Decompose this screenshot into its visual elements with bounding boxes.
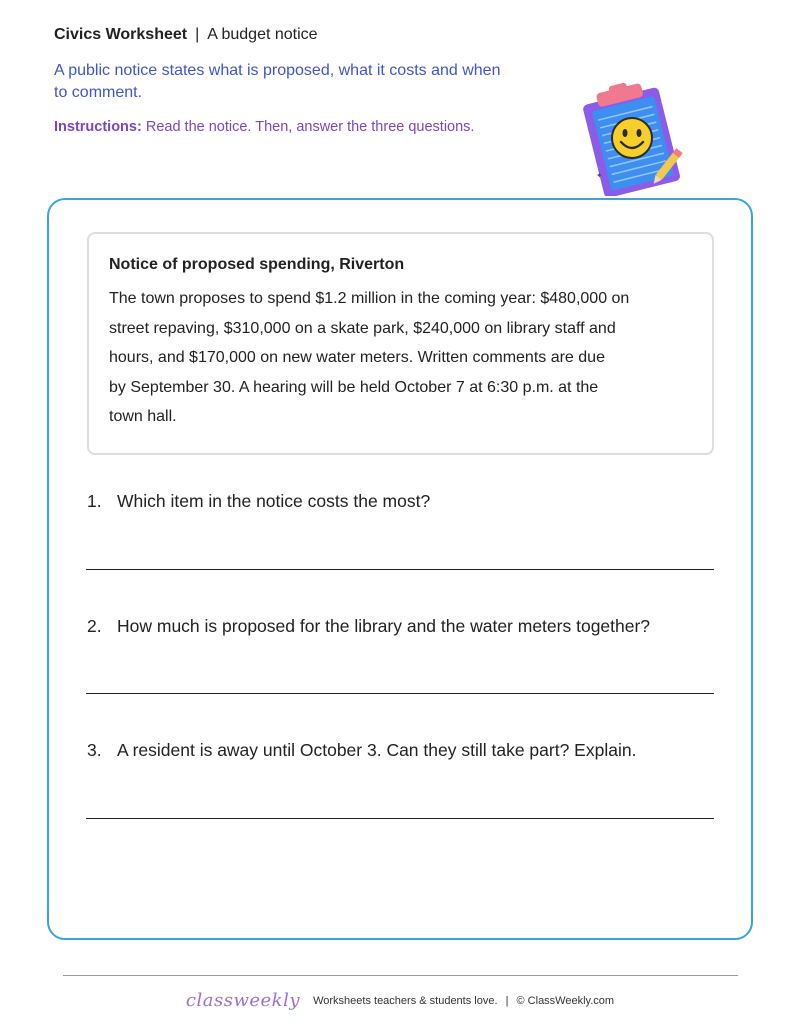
notice-line: town hall.	[109, 408, 177, 425]
header-separator: |	[195, 26, 200, 43]
instructions	[54, 119, 474, 135]
question-2	[87, 616, 650, 637]
answer-line-2[interactable]	[86, 693, 714, 694]
footer-separator: |	[505, 995, 509, 1007]
footer-copyright: © ClassWeekly.com	[516, 995, 615, 1007]
question-text: Which item in the notice costs the most?	[117, 491, 431, 511]
worksheet-subject: Civics Worksheet	[54, 26, 188, 43]
footer-tagline: Worksheets teachers & students love.	[313, 995, 498, 1007]
worksheet-topic: A budget notice	[207, 26, 318, 43]
notice-title: Notice of proposed spending, Riverton	[109, 256, 405, 273]
smiley-clipboard-icon	[578, 80, 690, 196]
question-number: 1.	[87, 491, 102, 511]
notice-line: by September 30. A hearing will be held October 7 at 6:30 p.m. at the	[109, 378, 599, 396]
svg-text:✦: ✦	[596, 171, 603, 180]
footer	[0, 990, 800, 1011]
instructions-label: Instructions:	[54, 119, 142, 135]
notice-box	[87, 232, 714, 455]
question-text: A resident is away until October 3. Can they still take part? Explain.	[117, 740, 637, 760]
notice-line: hours, and $170,000 on new water meters. Written comments are due	[109, 349, 605, 366]
question-number: 3.	[87, 740, 102, 760]
question-3	[87, 740, 636, 761]
answer-line-3[interactable]	[86, 818, 714, 819]
question-1	[87, 491, 430, 512]
notice-line: street repaving, $310,000 on a skate park, $240,000 on library staff and	[109, 319, 616, 337]
worksheet-header	[54, 26, 318, 44]
intro-text	[54, 60, 554, 104]
footer-divider	[63, 975, 738, 976]
intro-line-2: to comment.	[54, 84, 143, 101]
question-number: 2.	[87, 616, 102, 636]
instructions-text: Read the notice. Then, answer the three questions.	[145, 119, 475, 135]
svg-text:✦: ✦	[660, 98, 668, 108]
intro-line-1: A public notice states what is proposed, what it costs and when	[54, 62, 501, 79]
question-text: How much is proposed for the library and the water meters together?	[117, 616, 651, 636]
notice-line: The town proposes to spend $1.2 million in the coming year: $480,000 on	[109, 290, 630, 307]
answer-line-1[interactable]	[86, 569, 714, 570]
brand-logo: classweekly	[185, 990, 301, 1011]
notice-body	[109, 284, 692, 432]
